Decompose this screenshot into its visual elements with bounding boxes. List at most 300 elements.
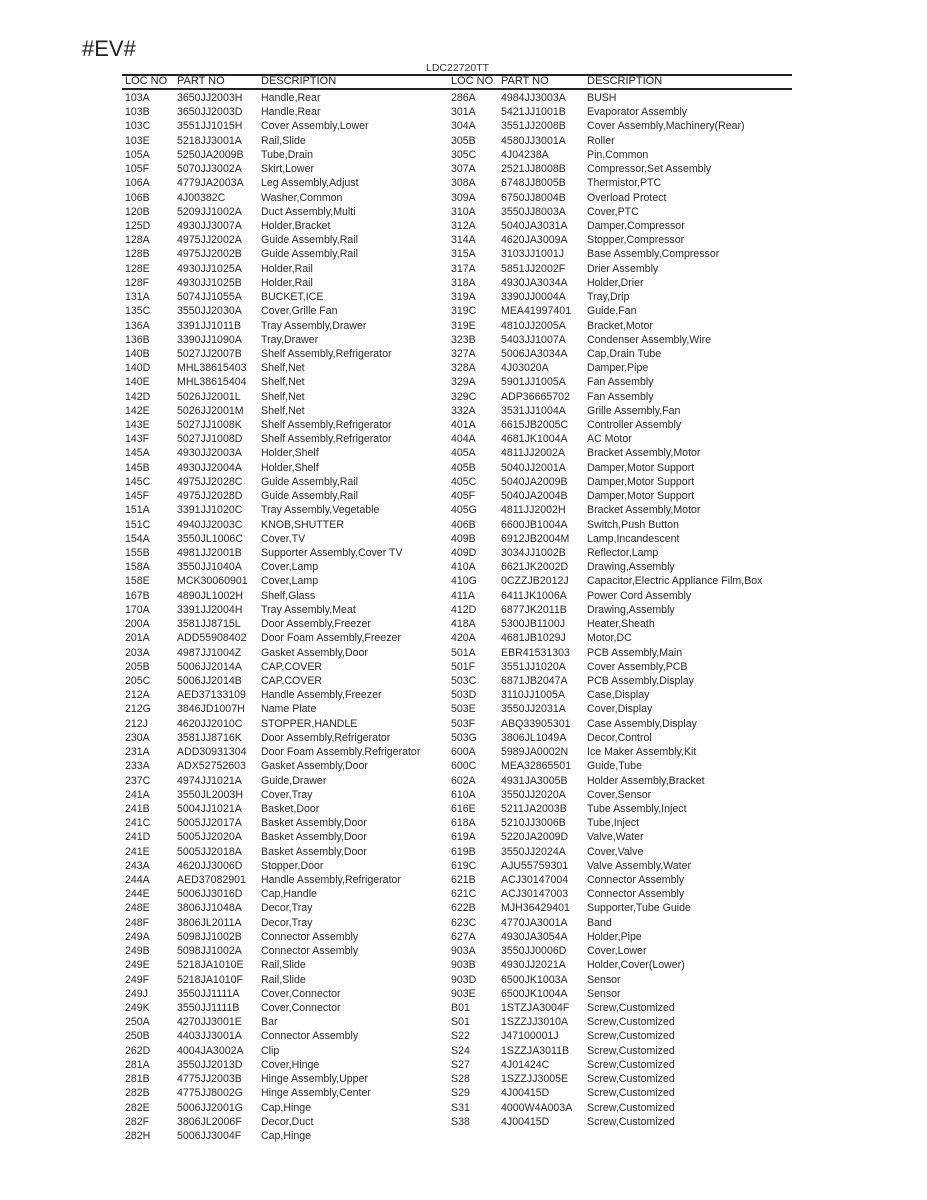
table-row	[451, 119, 796, 133]
description-cell: Door Foam Assembly,Freezer	[261, 632, 401, 645]
description-cell: Door Assembly,Freezer	[261, 618, 371, 631]
part-no-cell: ADD55908402	[177, 632, 247, 645]
part-no-cell: 4930JJ2003A	[177, 447, 242, 460]
table-row	[451, 1001, 796, 1015]
loc-no-cell: 622B	[451, 902, 476, 915]
description-cell: Capacitor,Electric Appliance Film,Box	[587, 575, 763, 588]
table-row	[451, 731, 796, 745]
description-cell: Pin,Common	[587, 148, 649, 161]
part-no-cell: ADD30931304	[177, 746, 247, 759]
loc-no-cell: S22	[451, 1030, 470, 1043]
table-row	[451, 845, 796, 859]
table-row	[125, 290, 445, 304]
table-row	[451, 631, 796, 645]
table-row	[125, 816, 445, 830]
table-row	[125, 859, 445, 873]
loc-no-cell: 136B	[125, 333, 150, 346]
table-row	[451, 1058, 796, 1072]
part-no-cell: 4270JJ3001E	[177, 1016, 242, 1029]
loc-no-cell: 143E	[125, 419, 150, 432]
description-cell: Case Assembly,Display	[587, 717, 697, 730]
loc-no-cell: 903B	[451, 959, 476, 972]
table-row	[451, 1029, 796, 1043]
part-no-cell: 3550JJ1111B	[177, 1002, 240, 1014]
table-row	[451, 1072, 796, 1086]
table-row	[125, 148, 445, 162]
part-no-cell: 4620JJ2010C	[177, 717, 243, 730]
part-no-cell: 1SZZJJ3010A	[501, 1016, 569, 1029]
loc-no-cell: 401A	[451, 419, 476, 432]
part-no-cell: ACJ30147003	[501, 888, 569, 901]
description-cell: Shelf,Glass	[261, 589, 316, 602]
part-no-cell: 5027JJ1008D	[177, 433, 243, 446]
description-cell: Cover,Valve	[587, 845, 644, 858]
part-no-cell: 5040JA3031A	[501, 219, 568, 232]
description-cell: BUCKET,ICE	[261, 291, 324, 304]
description-cell: Screw,Customized	[587, 1087, 675, 1100]
description-cell: Heater,Sheath	[587, 618, 655, 631]
loc-no-cell: 212A	[125, 689, 150, 702]
table-row	[125, 532, 445, 546]
part-no-cell: 4000W4A003A	[501, 1101, 573, 1114]
loc-no-cell: 248F	[125, 916, 150, 929]
table-row	[125, 304, 445, 318]
loc-no-cell: 145C	[125, 475, 151, 488]
part-no-cell: 4975JJ2002A	[177, 234, 242, 247]
part-no-cell: MJH36429401	[501, 902, 570, 915]
loc-no-cell: 328A	[451, 362, 476, 375]
loc-no-cell: B01	[451, 1002, 470, 1014]
part-no-cell: MEA41997401	[501, 305, 572, 318]
part-no-cell: 6871JB2047A	[501, 674, 568, 687]
table-row	[125, 987, 445, 1001]
loc-no-cell: S38	[451, 1115, 470, 1128]
part-no-cell: 3806JL2006F	[177, 1115, 242, 1128]
loc-no-cell: 241B	[125, 802, 150, 815]
page-tag: #EV#	[82, 36, 136, 61]
part-no-cell: 6411JK1006A	[501, 589, 567, 602]
part-no-cell: 4930JJ1025B	[177, 276, 242, 289]
part-no-cell: ADX52752603	[177, 760, 246, 773]
description-cell: Cover,Connector	[261, 1002, 341, 1014]
description-cell: Connector Assembly	[261, 945, 359, 958]
table-row	[125, 162, 445, 176]
part-no-cell: AJU55759301	[501, 859, 569, 872]
loc-no-cell: 301A	[451, 106, 476, 119]
loc-no-cell: S27	[451, 1058, 470, 1071]
part-no-cell: 4681JK1004A	[501, 433, 568, 446]
header-loc-no-right: LOC NO	[451, 75, 494, 87]
part-no-cell: 5005JJ2017A	[177, 817, 242, 830]
table-row	[125, 176, 445, 190]
description-cell: Bracket Assembly,Motor	[587, 447, 701, 460]
loc-no-cell: 135C	[125, 305, 151, 318]
loc-no-cell: 619A	[451, 831, 476, 844]
table-row	[451, 745, 796, 759]
table-row	[451, 475, 796, 489]
table-row	[125, 404, 445, 418]
loc-no-cell: 142E	[125, 404, 150, 417]
description-cell: Damper,Motor Support	[587, 461, 695, 474]
loc-no-cell: 142D	[125, 390, 151, 403]
description-cell: Controller Assembly	[587, 419, 682, 432]
loc-no-cell: 128B	[125, 248, 150, 261]
description-cell: Drawing,Assembly	[587, 561, 675, 574]
description-cell: Condenser Assembly,Wire	[587, 333, 712, 346]
table-row	[451, 432, 796, 446]
description-cell: Thermistor,PTC	[587, 177, 662, 190]
description-cell: Drawing,Assembly	[587, 603, 675, 616]
table-row	[451, 759, 796, 773]
loc-no-cell: 237C	[125, 774, 151, 787]
description-cell: Basket Assembly,Door	[261, 831, 367, 844]
loc-no-cell: 503D	[451, 689, 477, 702]
loc-no-cell: 404A	[451, 433, 476, 446]
description-cell: Holder,Pipe	[587, 930, 642, 943]
description-cell: STOPPER,HANDLE	[261, 717, 358, 730]
description-cell: Rail,Slide	[261, 959, 306, 972]
loc-no-cell: 282H	[125, 1129, 151, 1142]
part-no-cell: AED37133109	[177, 689, 246, 702]
loc-no-cell: 903A	[451, 945, 476, 958]
loc-no-cell: 106B	[125, 191, 150, 204]
table-row	[451, 219, 796, 233]
description-cell: Basket Assembly,Door	[261, 817, 367, 830]
table-row	[125, 461, 445, 475]
description-cell: Basket Assembly,Door	[261, 845, 367, 858]
part-no-cell: 4811JJ2002H	[501, 504, 566, 517]
loc-no-cell: 304A	[451, 120, 476, 133]
part-no-cell: 3581JJ8716K	[177, 731, 242, 744]
description-cell: Screw,Customized	[587, 1073, 675, 1086]
part-no-cell: 4931JA3005B	[501, 774, 568, 787]
table-row	[125, 731, 445, 745]
description-cell: Shelf,Net	[261, 376, 305, 389]
table-row	[125, 233, 445, 247]
loc-no-cell: 319E	[451, 319, 476, 332]
table-row	[125, 901, 445, 915]
table-row	[125, 1101, 445, 1115]
loc-no-cell: 105F	[125, 163, 150, 176]
loc-no-cell: 323B	[451, 333, 476, 346]
part-no-cell: 6500JK1004A	[501, 987, 568, 1000]
description-cell: Cap,Hinge	[261, 1101, 312, 1114]
part-no-cell: 4975JJ2028C	[177, 475, 243, 488]
description-cell: Screw,Customized	[587, 1002, 675, 1014]
description-cell: Screw,Customized	[587, 1101, 675, 1114]
part-no-cell: 4930JA3054A	[501, 930, 568, 943]
loc-no-cell: 128F	[125, 276, 150, 289]
loc-no-cell: S29	[451, 1087, 470, 1100]
part-no-cell: 5006JJ3016D	[177, 888, 243, 901]
table-row	[451, 148, 796, 162]
table-row	[451, 91, 796, 105]
part-no-cell: 5218JA1010E	[177, 959, 244, 972]
description-cell: Tray Assembly,Vegetable	[261, 504, 380, 517]
description-cell: Sensor	[587, 987, 621, 1000]
part-no-cell: 3550JJ2024A	[501, 845, 566, 858]
description-cell: Supporter Assembly,Cover TV	[261, 547, 403, 559]
table-row	[451, 830, 796, 844]
description-cell: KNOB,SHUTTER	[261, 518, 344, 531]
table-row	[451, 660, 796, 674]
table-row	[451, 1015, 796, 1029]
loc-no-cell: 145F	[125, 490, 150, 503]
part-no-cell: 3650JJ2003H	[177, 92, 243, 104]
loc-no-cell: 600A	[451, 746, 476, 759]
part-no-cell: 1SZZJA3011B	[501, 1044, 570, 1057]
loc-no-cell: 332A	[451, 404, 476, 417]
loc-no-cell: 405G	[451, 504, 477, 517]
description-cell: Connector Assembly	[261, 1030, 359, 1043]
description-cell: AC Motor	[587, 433, 632, 446]
part-no-cell: 3550JJ2030A	[177, 305, 242, 318]
description-cell: Connector Assembly	[261, 930, 359, 943]
table-row	[125, 930, 445, 944]
description-cell: Compressor,Set Assembly	[587, 163, 712, 176]
loc-no-cell: 158A	[125, 561, 150, 574]
table-row	[125, 134, 445, 148]
part-no-cell: 4403JJ3001A	[177, 1030, 242, 1043]
table-row	[125, 503, 445, 517]
loc-no-cell: 501F	[451, 660, 476, 673]
table-row	[125, 717, 445, 731]
description-cell: Power Cord Assembly	[587, 589, 692, 602]
loc-no-cell: 411A	[451, 589, 475, 602]
table-row	[125, 262, 445, 276]
part-no-cell: 3550JL1006C	[177, 532, 243, 545]
part-no-cell: ABQ33905301	[501, 717, 571, 730]
loc-no-cell: 315A	[451, 248, 476, 261]
description-cell: Cover,Lamp	[261, 561, 319, 574]
loc-no-cell: 405B	[451, 461, 476, 474]
loc-no-cell: 903D	[451, 973, 477, 986]
description-cell: Cover Assembly,PCB	[587, 660, 688, 673]
header-description-left: DESCRIPTION	[261, 75, 337, 87]
table-row	[125, 674, 445, 688]
loc-no-cell: 241D	[125, 831, 151, 844]
loc-no-cell: 103B	[125, 106, 150, 119]
part-no-cell: 3103JJ1001J	[501, 248, 565, 261]
loc-no-cell: 103A	[125, 92, 150, 104]
part-no-cell: 4810JJ2005A	[501, 319, 566, 332]
description-cell: Holder,Shelf	[261, 461, 319, 474]
description-cell: Basket,Door	[261, 802, 320, 815]
part-no-cell: 5421JJ1001B	[501, 106, 566, 119]
description-cell: Guide Assembly,Rail	[261, 248, 358, 261]
loc-no-cell: 318A	[451, 276, 476, 289]
loc-no-cell: 205C	[125, 674, 151, 687]
table-row	[451, 973, 796, 987]
parts-table-left	[125, 91, 445, 1143]
table-row	[125, 475, 445, 489]
description-cell: Cap,Handle	[261, 888, 317, 901]
part-no-cell: 3551JJ1020A	[501, 660, 566, 673]
part-no-cell: 6750JJ8004B	[501, 191, 566, 204]
table-row	[451, 560, 796, 574]
part-no-cell: 3550JJ1111A	[177, 987, 240, 1000]
part-no-cell: J47100001J	[501, 1030, 559, 1043]
loc-no-cell: 410G	[451, 575, 477, 588]
table-row	[451, 603, 796, 617]
table-row	[451, 375, 796, 389]
loc-no-cell: 405C	[451, 475, 477, 488]
description-cell: Guide,Tube	[587, 760, 642, 773]
description-cell: Cover,Lamp	[261, 575, 319, 588]
loc-no-cell: 249J	[125, 987, 148, 1000]
table-row	[125, 276, 445, 290]
description-cell: Damper,Compressor	[587, 219, 685, 232]
part-no-cell: 1SZZJJ3005E	[501, 1073, 569, 1086]
loc-no-cell: 241C	[125, 817, 151, 830]
part-no-cell: 4975JJ2028D	[177, 490, 243, 503]
loc-no-cell: 619B	[451, 845, 476, 858]
loc-no-cell: 145A	[125, 447, 150, 460]
table-row	[125, 944, 445, 958]
table-row	[125, 973, 445, 987]
loc-no-cell: 136A	[125, 319, 150, 332]
loc-no-cell: 600C	[451, 760, 477, 773]
table-row	[125, 319, 445, 333]
description-cell: Case,Display	[587, 689, 650, 702]
part-no-cell: 4975JJ2002B	[177, 248, 242, 261]
loc-no-cell: 317A	[451, 262, 476, 275]
part-no-cell: 5901JJ1005A	[501, 376, 566, 389]
table-row	[125, 845, 445, 859]
part-no-cell: ACJ30147004	[501, 874, 569, 887]
description-cell: Name Plate	[261, 703, 317, 716]
loc-no-cell: 409D	[451, 547, 477, 559]
loc-no-cell: 106A	[125, 177, 150, 190]
loc-no-cell: 212J	[125, 717, 148, 730]
part-no-cell: 4930JJ2004A	[177, 461, 242, 474]
part-no-cell: 6600JB1004A	[501, 518, 568, 531]
description-cell: Holder,Rail	[261, 262, 313, 275]
table-row	[451, 1086, 796, 1100]
part-no-cell: 5403JJ1007A	[501, 333, 566, 346]
table-row	[125, 119, 445, 133]
description-cell: Cover Assembly,Machinery(Rear)	[587, 120, 745, 133]
loc-no-cell: 103C	[125, 120, 151, 133]
description-cell: Screw,Customized	[587, 1044, 675, 1057]
table-row	[451, 1044, 796, 1058]
table-row	[451, 446, 796, 460]
part-no-cell: 3550JJ2013D	[177, 1058, 243, 1071]
table-row	[451, 162, 796, 176]
table-row	[451, 390, 796, 404]
table-row	[451, 247, 796, 261]
part-no-cell: 5851JJ2002F	[501, 262, 566, 275]
table-row	[451, 361, 796, 375]
part-no-cell: 5006JJ2001G	[177, 1101, 243, 1114]
description-cell: Holder,Rail	[261, 276, 313, 289]
table-row	[125, 702, 445, 716]
description-cell: Door Assembly,Refrigerator	[261, 731, 391, 744]
part-no-cell: 4620JJ3006D	[177, 859, 243, 872]
description-cell: Tray Assembly,Drawer	[261, 319, 367, 332]
table-row	[125, 333, 445, 347]
part-no-cell: 5040JA2004B	[501, 490, 568, 503]
table-row	[451, 916, 796, 930]
table-row	[125, 759, 445, 773]
loc-no-cell: 405F	[451, 490, 476, 503]
part-no-cell: 5098JJ1002A	[177, 945, 242, 958]
description-cell: Ice Maker Assembly,Kit	[587, 746, 697, 759]
loc-no-cell: 244E	[125, 888, 150, 901]
table-row	[451, 702, 796, 716]
table-row	[125, 788, 445, 802]
description-cell: Roller	[587, 134, 615, 147]
loc-no-cell: 140B	[125, 347, 150, 360]
part-no-cell: 4681JB1029J	[501, 632, 566, 645]
loc-no-cell: 212G	[125, 703, 151, 716]
loc-no-cell: 418A	[451, 618, 476, 631]
loc-no-cell: 602A	[451, 774, 476, 787]
loc-no-cell: 307A	[451, 163, 476, 176]
description-cell: Cover,Tray	[261, 788, 313, 801]
part-no-cell: 4930JA3034A	[501, 276, 568, 289]
description-cell: Hinge Assembly,Center	[261, 1087, 371, 1100]
loc-no-cell: 282B	[125, 1087, 150, 1100]
table-row	[125, 91, 445, 105]
table-row	[451, 418, 796, 432]
description-cell: Screw,Customized	[587, 1016, 675, 1029]
part-no-cell: 4984JJ3003A	[501, 92, 566, 104]
loc-no-cell: 309A	[451, 191, 476, 204]
part-no-cell: 5210JJ3006B	[501, 817, 566, 830]
description-cell: Door Foam Assembly,Refrigerator	[261, 746, 421, 759]
table-row	[451, 176, 796, 190]
part-no-cell: 3806JL2011A	[177, 916, 242, 929]
table-row	[451, 262, 796, 276]
part-no-cell: 5006JJ2014A	[177, 660, 242, 673]
part-no-cell: 5006JJ2014B	[177, 674, 242, 687]
table-row	[125, 774, 445, 788]
loc-no-cell: 503C	[451, 674, 477, 687]
table-row	[125, 873, 445, 887]
part-no-cell: 3390JJ1090A	[177, 333, 242, 346]
table-row	[451, 901, 796, 915]
loc-no-cell: 244A	[125, 874, 150, 887]
part-no-cell: 4940JJ2003C	[177, 518, 243, 531]
loc-no-cell: 503G	[451, 731, 477, 744]
part-no-cell: 5074JJ1055A	[177, 291, 242, 304]
table-row	[451, 191, 796, 205]
description-cell: Cover Assembly,Lower	[261, 120, 369, 133]
part-no-cell: 6912JB2004M	[501, 532, 570, 545]
description-cell: Washer,Common	[261, 191, 343, 204]
description-cell: Valve Assembly,Water	[587, 859, 692, 872]
part-no-cell: 5211JA2003B	[501, 802, 567, 815]
table-row	[451, 546, 796, 560]
loc-no-cell: 103E	[125, 134, 150, 147]
loc-no-cell: 282E	[125, 1101, 150, 1114]
description-cell: Cover,Grille Fan	[261, 305, 338, 318]
description-cell: Shelf Assembly,Refrigerator	[261, 419, 392, 432]
loc-no-cell: 312A	[451, 219, 476, 232]
part-no-cell: 5300JB1100J	[501, 618, 566, 631]
table-row	[451, 404, 796, 418]
part-no-cell: 4981JJ2001B	[177, 547, 242, 559]
loc-no-cell: 503E	[451, 703, 476, 716]
description-cell: PCB Assembly,Main	[587, 646, 683, 659]
description-cell: Cover,Connector	[261, 987, 341, 1000]
table-row	[125, 361, 445, 375]
description-cell: Clip	[261, 1044, 280, 1057]
description-cell: Damper,Motor Support	[587, 490, 695, 503]
table-row	[125, 446, 445, 460]
loc-no-cell: 310A	[451, 205, 476, 218]
